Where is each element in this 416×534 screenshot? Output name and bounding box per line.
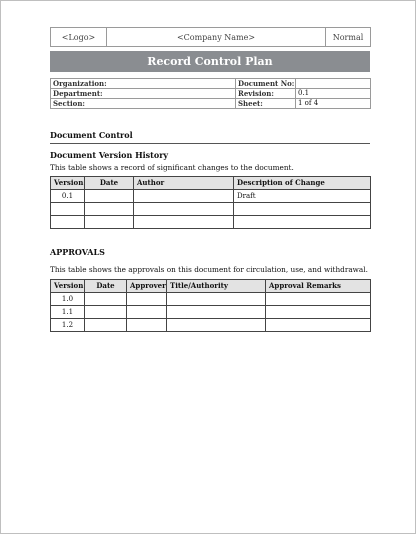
document-header xyxy=(50,27,371,47)
logo-placeholder: <Logo> xyxy=(51,28,107,47)
table-cell xyxy=(167,319,266,332)
sheet-label: Sheet: xyxy=(236,99,296,109)
table-row xyxy=(51,203,371,216)
document-no-label: Document No: xyxy=(236,79,296,89)
revision-label: Revision: xyxy=(236,89,296,99)
revision-value: 0.1 xyxy=(296,89,371,99)
table-cell xyxy=(167,306,266,319)
column-header: Date xyxy=(85,177,134,190)
table-cell xyxy=(85,216,134,229)
table-cell xyxy=(51,216,85,229)
table-cell: Draft xyxy=(234,190,371,203)
column-header: Author xyxy=(134,177,234,190)
document-control-heading: Document Control xyxy=(50,130,133,140)
table-cell xyxy=(51,203,85,216)
version-history-heading: Document Version History xyxy=(50,150,169,160)
table-cell xyxy=(85,306,127,319)
table-row xyxy=(51,319,371,332)
table-row xyxy=(51,306,371,319)
status-label: Normal xyxy=(326,28,371,47)
table-cell xyxy=(127,293,167,306)
section-label: Section: xyxy=(51,99,236,109)
document-title-banner: Record Control Plan xyxy=(50,51,370,72)
table-cell xyxy=(266,306,371,319)
table-cell xyxy=(85,203,134,216)
sheet-value: 1 of 4 xyxy=(296,99,371,109)
column-header: Approver xyxy=(127,280,167,293)
section-divider xyxy=(50,143,370,144)
table-cell xyxy=(234,203,371,216)
table-cell xyxy=(85,293,127,306)
table-cell xyxy=(85,190,134,203)
table-cell: 0.1 xyxy=(51,190,85,203)
table-cell xyxy=(85,319,127,332)
table-cell: 1.2 xyxy=(51,319,85,332)
table-cell: 1.0 xyxy=(51,293,85,306)
version-history-description: This table shows a record of significant changes to the document. xyxy=(50,163,294,172)
table-row xyxy=(51,190,371,203)
table-cell xyxy=(134,203,234,216)
table-cell xyxy=(234,216,371,229)
version-history-table xyxy=(50,176,371,229)
document-no-value xyxy=(296,79,371,89)
column-header: Approval Remarks xyxy=(266,280,371,293)
column-header: Version xyxy=(51,177,85,190)
approvals-table xyxy=(50,279,371,332)
approvals-description: This table shows the approvals on this document for circulation, use, and withdrawal. xyxy=(50,265,368,274)
table-cell xyxy=(266,293,371,306)
column-header: Version xyxy=(51,280,85,293)
column-header: Date xyxy=(85,280,127,293)
table-cell xyxy=(127,306,167,319)
table-cell xyxy=(134,216,234,229)
department-label: Department: xyxy=(51,89,236,99)
approvals-heading: APPROVALS xyxy=(50,247,105,257)
table-cell: 1.1 xyxy=(51,306,85,319)
column-header: Description of Change xyxy=(234,177,371,190)
column-header: Title/Authority xyxy=(167,280,266,293)
table-cell xyxy=(167,293,266,306)
table-cell xyxy=(134,190,234,203)
table-row xyxy=(51,293,371,306)
table-cell xyxy=(266,319,371,332)
organization-label: Organization: xyxy=(51,79,236,89)
table-cell xyxy=(127,319,167,332)
company-name: <Company Name> xyxy=(107,28,326,47)
document-meta-table xyxy=(50,78,371,109)
table-row xyxy=(51,216,371,229)
